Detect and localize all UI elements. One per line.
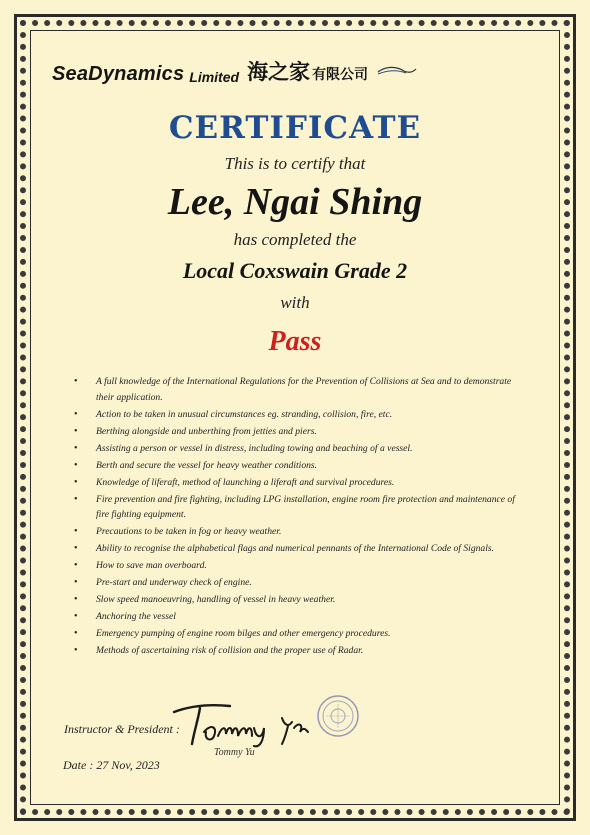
company-header [52, 56, 542, 86]
recipient-name: Lee, Ngai Shing [167, 181, 423, 223]
company-seal [316, 694, 360, 743]
list-item: • A full knowledge of the International Regulations for the Prevention of Collisions at Sea and to demonstrate their application. [72, 374, 524, 405]
instructor-label: Instructor & President : [64, 722, 180, 736]
list-item: • Fire prevention and fire fighting, including LPG installation, engine room fire protection and maintenance of fire fighting equipment. [72, 492, 524, 523]
list-item: • Anchoring the vessel [72, 609, 524, 625]
course-name: Local Coxswain Grade 2 [182, 258, 408, 283]
list-item: • Assisting a person or vessel in distress, including towing and beaching of a vessel. [72, 441, 524, 457]
company-chinese-suffix: 有限公司 [312, 67, 369, 83]
list-item: • Berthing alongside and unberthing from jetties and piers. [72, 424, 524, 440]
wave-logo-icon [376, 63, 418, 82]
competency-list [72, 374, 524, 660]
with-text: with [280, 293, 310, 312]
list-item: • Knowledge of liferaft, method of launching a liferaft and survival procedures. [72, 475, 524, 491]
intro-text: This is to certify that [224, 154, 366, 173]
list-item: • Berth and secure the vessel for heavy weather conditions. [72, 458, 524, 474]
list-item: • Slow speed manoeuvring, handling of vessel in heavy weather. [72, 592, 524, 608]
issue-date: Date : 27 Nov, 2023 [63, 758, 160, 772]
list-item: • Precautions to be taken in fog or heavy weather. [72, 524, 524, 540]
company-suffix: Limited [189, 69, 240, 85]
completed-text: has completed the [233, 230, 357, 249]
company-chinese-name: 海之家 [247, 60, 311, 84]
list-item: • Pre-start and underway check of engine. [72, 575, 524, 591]
company-name: SeaDynamics [52, 63, 185, 85]
list-item: • Action to be taken in unusual circumstances eg. stranding, collision, fire, etc. [72, 407, 524, 423]
list-item: • Methods of ascertaining risk of collision and the proper use of Radar. [72, 643, 524, 659]
result-text: Pass [268, 326, 322, 357]
list-item: • How to save man overboard. [72, 558, 524, 574]
certificate-title: CERTIFICATE [168, 110, 422, 146]
signer-name: Tommy Yu [214, 747, 255, 758]
list-item: • Emergency pumping of engine room bilges and other emergency procedures. [72, 626, 524, 642]
list-item: • Ability to recognise the alphabetical flags and numerical pennants of the International Code of Signals. [72, 541, 524, 557]
